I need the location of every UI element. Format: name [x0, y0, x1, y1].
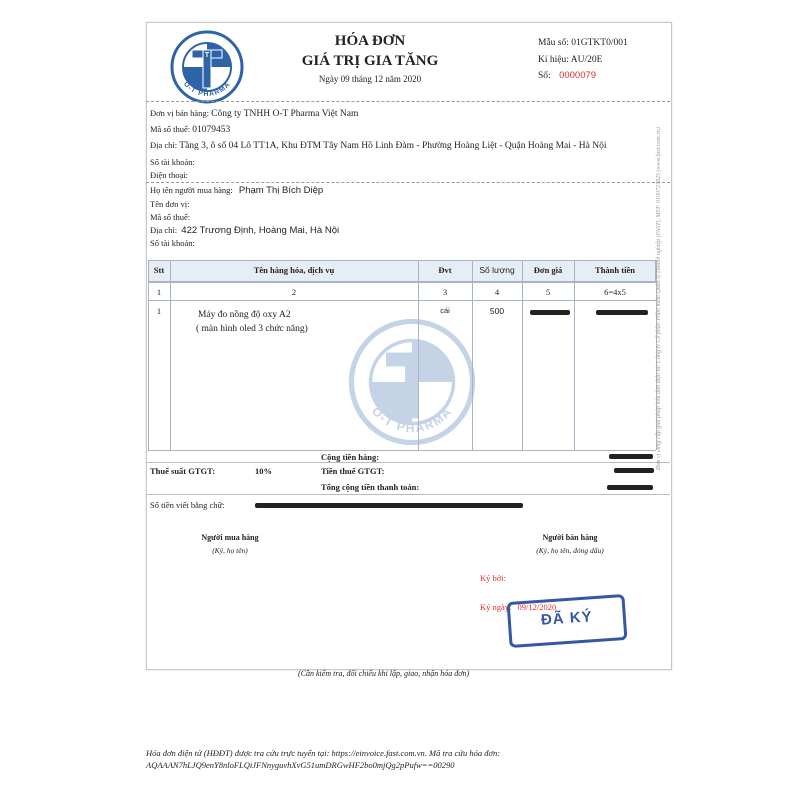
seller-phone-label: Điện thoại:: [150, 170, 189, 180]
header-divider: [146, 101, 670, 102]
seller-signature-title: Người bán hàng: [542, 533, 598, 542]
footer-lookup-line: Hóa đơn điện tử (HĐĐT) được tra cứu trực tuyến tại: https://einvoice.fast.com.vn. Mã tra cứu hóa đơn:: [146, 748, 501, 758]
index-cell: 6=4x5: [604, 287, 626, 297]
col-header-price: Đơn giá: [533, 265, 563, 275]
seller-tax-row: [150, 124, 230, 135]
seller-account-label: Số tài khoản:: [150, 157, 195, 167]
invoice-title: HÓA ĐƠN: [334, 33, 406, 49]
redacted-amount-in-words: [255, 503, 523, 508]
buyer-address-row: [150, 225, 339, 236]
grand-total-label: Tổng cộng tiền thanh toán:: [321, 482, 420, 492]
buyer-tax-label: Mã số thuế:: [150, 212, 191, 222]
index-cell: 1: [156, 287, 162, 297]
signed-stamp: [507, 594, 628, 648]
buyer-account-label: Số tài khoản:: [150, 238, 195, 248]
item-name-line2: ( màn hình oled 3 chức năng): [196, 324, 308, 334]
redacted-amount: [596, 310, 648, 315]
col-header-stt: Stt: [153, 265, 165, 275]
provider-side-text: Đơn vị cung cấp giải pháp hóa đơn điện tử: Công ty Cổ phần Phần mềm Quản lý Doanh nghiệp (FAST), MST: 0100727825 (www.fast.com.vn): [656, 127, 662, 470]
items-table: [148, 260, 656, 450]
provider-side-note: [656, 90, 666, 470]
vat-amount-label: Tiền thuế GTGT:: [321, 466, 385, 476]
redacted-grand-total: [607, 485, 653, 490]
seller-name: Công ty TNHH O-T Pharma Việt Nam: [211, 109, 359, 119]
logo-text: O-T PHARMA: [181, 80, 233, 99]
seller-divider: [146, 182, 670, 183]
totals-divider: [146, 462, 670, 463]
col-header-qty: Số lượng: [479, 265, 515, 275]
buyer-name-row: [150, 185, 323, 196]
ki-hieu: Kí hiệu: AU/20E: [538, 55, 603, 65]
redacted-unit-price: [530, 310, 570, 315]
seller-address-row: [150, 140, 607, 151]
index-cell: 3: [442, 287, 448, 297]
watermark-text: O-T PHARMA: [368, 404, 456, 436]
index-cell: 2: [291, 287, 297, 297]
signed-by-label: Ký bởi:: [480, 573, 506, 583]
invoice-number-label: Số:: [538, 71, 551, 81]
seller-address-label: Địa chỉ:: [150, 140, 178, 150]
table-line: [148, 300, 656, 301]
item-unit: cái: [440, 306, 450, 315]
item-qty: 500: [489, 306, 505, 316]
col-header-unit: Đvt: [438, 265, 452, 275]
seller-tax-label: Mã số thuế:: [150, 124, 191, 134]
seller-name-label: Đơn vị bán hàng:: [150, 108, 210, 118]
signed-date-label: Ký ngày:: [480, 602, 512, 612]
vat-rate: 10%: [255, 466, 272, 476]
seller-signature-sub: (Ký, họ tên, đóng dấu): [536, 546, 604, 555]
index-cell: 5: [545, 287, 551, 297]
redacted-subtotal: [609, 454, 653, 459]
col-header-name: Tên hàng hóa, dịch vụ: [253, 265, 335, 275]
invoice-subtitle: GIÁ TRỊ GIA TĂNG: [301, 53, 439, 69]
subtotal-label: Cộng tiền hàng:: [321, 452, 380, 462]
buyer-unit-label: Tên đơn vị:: [150, 199, 190, 209]
buyer-address-label: Địa chỉ:: [150, 225, 178, 235]
seller-tax: 01079453: [192, 125, 231, 135]
index-cell: 4: [494, 287, 500, 297]
vat-rate-label: Thuế suất GTGT:: [150, 466, 216, 476]
buyer-address: 422 Trương Định, Hoàng Mai, Hà Nội: [181, 225, 340, 236]
buyer-signature-sub: (Ký, họ tên): [212, 546, 248, 555]
signed-date: 09/12/2020: [517, 602, 557, 612]
check-note: (Cần kiểm tra, đối chiếu khi lập, giao, nhận hóa đơn): [298, 669, 470, 678]
col-header-amount: Thành tiền: [595, 265, 635, 275]
table-line: [148, 450, 656, 451]
buyer-name: Phạm Thị Bích Diệp: [238, 185, 324, 196]
seller-name-row: [150, 108, 358, 119]
invoice-number-value: 0000079: [559, 70, 597, 81]
item-stt: 1: [156, 306, 162, 316]
amount-in-words-label: Số tiền viết bằng chữ:: [150, 500, 225, 510]
item-name-line1: Máy đo nồng độ oxy A2: [198, 310, 291, 320]
logo-letter: T: [204, 52, 210, 59]
redacted-vat-amount: [614, 468, 654, 473]
stamp-text: ĐÃ KÝ: [540, 608, 594, 629]
buyer-signature-title: Người mua hàng: [201, 533, 259, 542]
invoice-number: [538, 70, 596, 81]
totals-divider: [146, 494, 670, 495]
table-line: [148, 282, 656, 283]
buyer-name-label: Họ tên người mua hàng:: [150, 185, 233, 195]
invoice-date: Ngày 09 tháng 12 năm 2020: [318, 74, 422, 84]
seller-address: Tầng 3, ô số 04 Lô TT1A, Khu ĐTM Tây Nam Hồ Linh Đàm - Phường Hoàng Liệt - Quận Hoàng Mai - Hà Nội: [179, 141, 607, 151]
ot-pharma-logo: [170, 30, 244, 104]
footer-lookup-code: AQAAAN7hLJQ9enY8nloFLQiJFNnyguvhXvG51umDRGwHF2bo0mjQg2pPufw==00290: [146, 760, 455, 770]
mau-so: Mẫu số: 01GTKT0/001: [538, 38, 628, 48]
